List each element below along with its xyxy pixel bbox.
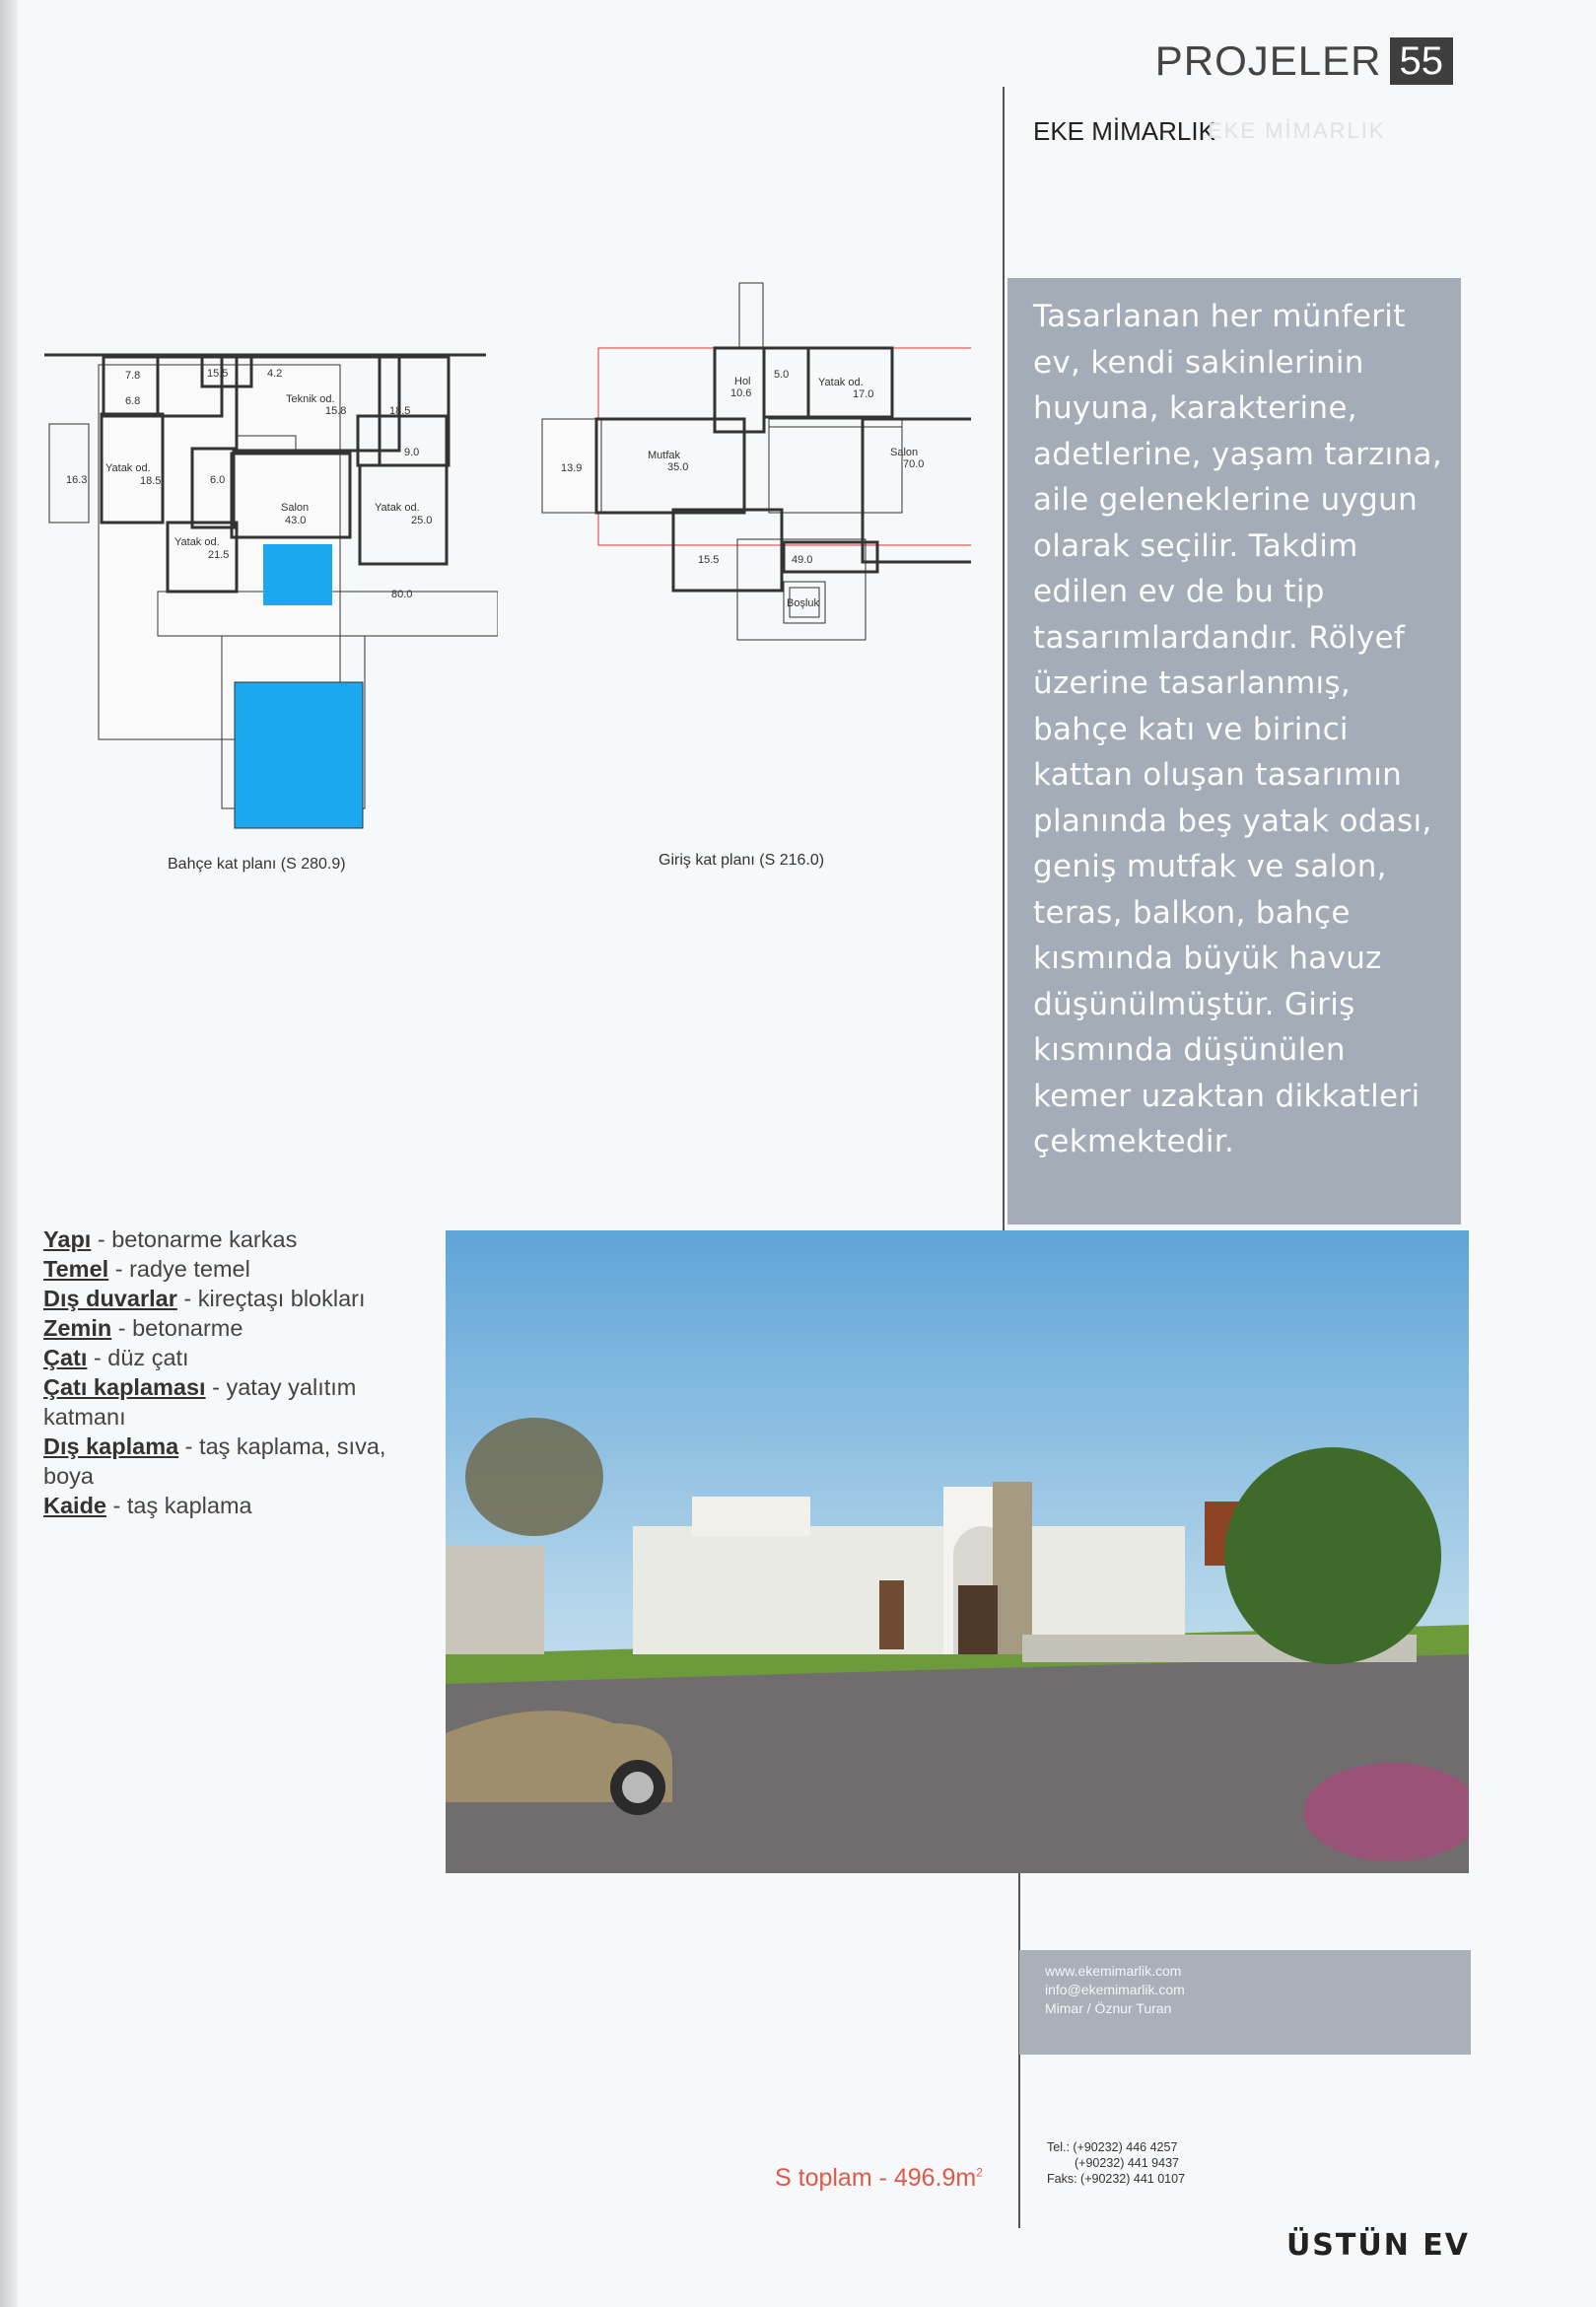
- spec-key: Çatı kaplaması: [43, 1374, 206, 1400]
- magazine-brand: ÜSTÜN EV: [1285, 2228, 1470, 2263]
- total-area: [775, 2164, 983, 2193]
- entry-label-r3: 15.5: [698, 554, 720, 566]
- spec-key: Yapı: [43, 1226, 92, 1252]
- garden-label-r3: 15.5: [207, 368, 229, 380]
- page-number: 55: [1390, 37, 1454, 85]
- garden-label-r4: 4.2: [267, 368, 283, 380]
- spec-key: Dış duvarlar: [43, 1286, 177, 1311]
- garden-label-teknik: Teknik od.: [286, 393, 335, 405]
- garden-label-yatak2: Yatak od.: [375, 502, 420, 514]
- entry-label-hol: Hol: [734, 376, 751, 387]
- entry-label-mutfak-value: 35.0: [667, 461, 689, 473]
- spec-value: - taş kaplama, sıva, boya: [43, 1433, 386, 1489]
- architect-name: EKE MİMARLIK: [1033, 116, 1215, 146]
- garden-label-r6: 9.0: [404, 447, 420, 458]
- architect-credit: Mimar / Öznur Turan: [1045, 2000, 1172, 2016]
- section-header: [1155, 37, 1453, 85]
- garden-label-r7: 16.3: [66, 474, 88, 486]
- spec-key: Çatı: [43, 1345, 88, 1370]
- garden-label-yatak1: Yatak od.: [105, 462, 151, 474]
- spec-value: - yatay yalıtım katmanı: [43, 1374, 357, 1430]
- phone-numbers: [1047, 2139, 1185, 2187]
- phone-1: Tel.: (+90232) 446 4257: [1047, 2140, 1178, 2154]
- spec-key: Dış kaplama: [43, 1433, 179, 1459]
- entry-label-r2: 13.9: [561, 462, 583, 474]
- garden-plan-caption: Bahçe kat planı (S 280.9): [168, 856, 346, 873]
- spec-value: - betonarme karkas: [91, 1226, 298, 1252]
- entry-label-salon-value: 70.0: [903, 458, 925, 470]
- spec-value: - betonarme: [111, 1315, 243, 1341]
- ghost-text: EKE MİMARLIK: [1208, 118, 1386, 143]
- spec-row: [43, 1284, 408, 1313]
- garden-label-r1: 7.8: [125, 370, 141, 382]
- entry-label-r1: 5.0: [774, 369, 790, 381]
- garden-label-teknik-value: 15.8: [325, 405, 347, 417]
- spec-row: [43, 1343, 408, 1372]
- garden-label-yatak3: Yatak od.: [174, 536, 220, 548]
- garden-label-r8: 6.0: [210, 474, 226, 486]
- spec-key: Temel: [43, 1256, 109, 1282]
- house-rendering: [446, 1230, 1469, 1873]
- spec-value: - kireçtaşı blokları: [176, 1286, 366, 1311]
- garden-label-r9: 80.0: [391, 589, 413, 600]
- entry-label-salon: Salon: [890, 447, 919, 458]
- garden-label-r2: 6.8: [125, 395, 141, 407]
- total-area-text: S toplam - 496.9m: [775, 2164, 977, 2192]
- page-spine-shadow: [0, 0, 18, 2307]
- entry-label-bosluk: Boşluk: [787, 597, 820, 609]
- garden-label-yatak3-value: 21.5: [208, 549, 230, 561]
- garden-label-r5: 18.5: [389, 405, 411, 417]
- garden-floor-plan: [44, 345, 498, 838]
- spec-row: [43, 1313, 408, 1343]
- spec-row: [43, 1224, 408, 1254]
- spec-value: - radye temel: [108, 1256, 250, 1282]
- column-divider-top: [1003, 87, 1005, 1230]
- spec-row: [43, 1491, 408, 1520]
- entry-label-yatak: Yatak od.: [818, 377, 864, 388]
- email-link[interactable]: info@ekemimarlik.com: [1045, 1982, 1185, 1997]
- spec-row: [43, 1254, 408, 1284]
- entry-label-mutfak: Mutfak: [648, 450, 681, 461]
- contact-info: [1045, 1962, 1185, 2018]
- spec-value: - taş kaplama: [106, 1493, 252, 1518]
- fax: Faks: (+90232) 441 0107: [1047, 2172, 1186, 2186]
- entry-label-hol-value: 10.6: [730, 387, 752, 399]
- spec-key: Zemin: [43, 1315, 112, 1341]
- total-area-unit-power: 2: [976, 2165, 983, 2180]
- spec-row: [43, 1372, 408, 1432]
- section-title: PROJELER: [1154, 37, 1382, 84]
- garden-label-salon: Salon: [281, 502, 310, 514]
- spec-key: Kaide: [43, 1493, 106, 1518]
- garden-label-salon-value: 43.0: [285, 515, 307, 526]
- phone-2: (+90232) 441 9437: [1075, 2156, 1179, 2170]
- entry-label-yatak-value: 17.0: [853, 388, 874, 400]
- website-link[interactable]: www.ekemimarlik.com: [1045, 1963, 1182, 1979]
- entry-floor-plan: [537, 281, 971, 665]
- entry-label-r4: 49.0: [792, 554, 813, 566]
- entry-plan-caption: Giriş kat planı (S 216.0): [659, 852, 825, 869]
- spec-row: [43, 1432, 408, 1491]
- garden-label-yatak1-value: 18.5: [140, 475, 162, 487]
- garden-label-yatak2-value: 25.0: [411, 515, 433, 526]
- spec-list: [43, 1224, 408, 1520]
- spec-value: - düz çatı: [87, 1345, 189, 1370]
- description-text: Tasarlanan her münferit ev, kendi sakinlerinin huyuna, karakterine, adetlerine, yaşam tarzına, aile geleneklerine uygun olarak seçilir. Takdim edilen ev de bu tip tasarımlardandır. Rölyef üzerine tasarlanmış, bahçe katı ve birinci kattan oluşan tasarımın planında beş yatak odası, geniş mutfak ve salon, teras, balkon, bahçe kısmında büyük havuz düşünülmüştür. Giriş kısmında düşünülen kemer uzaktan dikkatleri çekmektedir.: [1033, 299, 1442, 1159]
